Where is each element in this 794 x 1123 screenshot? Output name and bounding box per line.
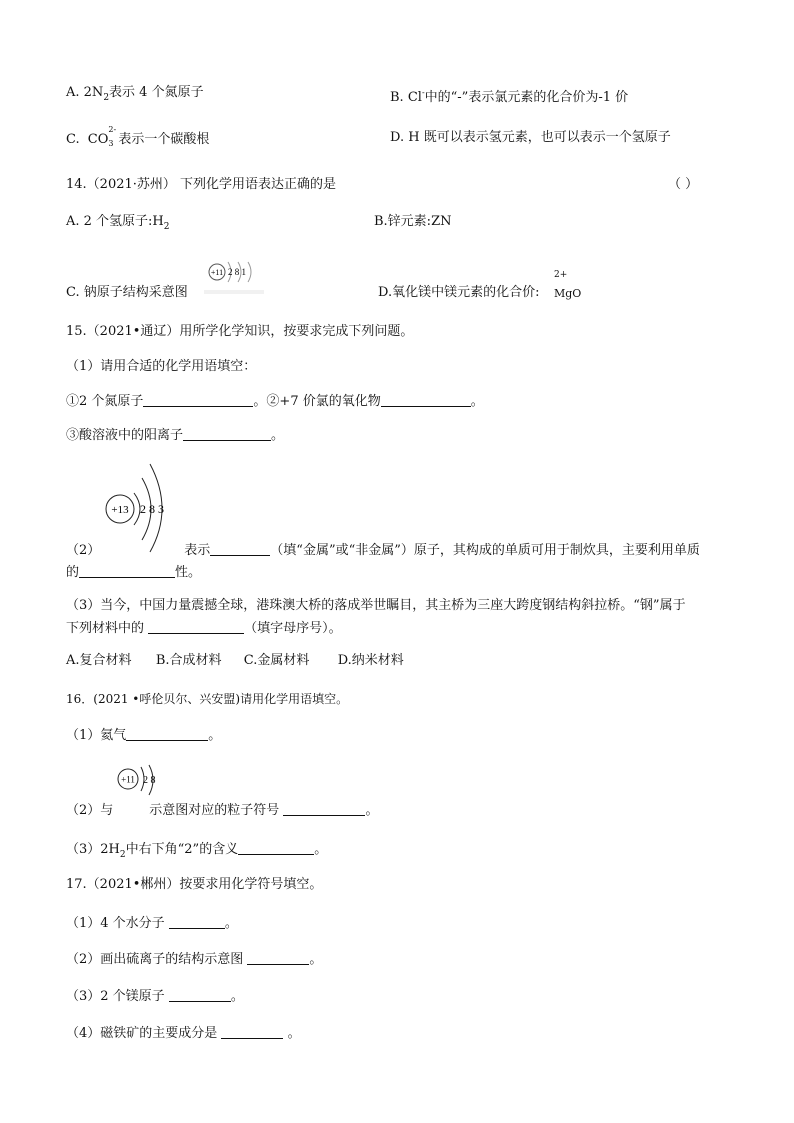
q14-d-charge: 2+ <box>554 270 568 280</box>
period: 。 <box>287 1026 301 1041</box>
q13-c-sub: 3 <box>108 139 114 148</box>
q15-part2-post: 性。 <box>175 565 202 580</box>
q13-c-post: 表示一个碳酸根 <box>118 132 210 147</box>
sodium-ion-diagram <box>116 764 166 804</box>
atom-15-shells: 2 8 3 <box>140 502 164 516</box>
q16-part3-sub: 2 <box>119 850 126 860</box>
q16-part2 <box>66 801 378 820</box>
q13-b-pre: B. Cl <box>390 90 422 105</box>
q14-d-formula: MgO <box>554 287 582 300</box>
answer-blank-16-2[interactable] <box>283 801 365 816</box>
q17-part1 <box>66 914 238 933</box>
q15-part2-line2 <box>66 563 201 582</box>
q15-part2-num: （2） <box>66 543 101 558</box>
q15-item-b: ②+7 价氯的氧化物 <box>266 394 381 409</box>
answer-blank-2b[interactable] <box>79 563 175 578</box>
q15-part1-items <box>66 392 484 411</box>
q13-c-pre: C. <box>66 132 80 147</box>
q15-options <box>66 652 404 670</box>
q14-option-d: D.氧化镁中镁元素的化合价: <box>378 285 540 300</box>
atom-16-nucleus: +11 <box>121 774 135 785</box>
q17-part2 <box>66 950 322 969</box>
period: 。 <box>365 803 379 818</box>
period: 。 <box>253 394 267 409</box>
q17-part3 <box>66 987 244 1006</box>
q13-a-post: 表示 4 个氮原子 <box>109 85 204 100</box>
q16-part2-post: 示意图对应的粒子符号 <box>149 803 280 818</box>
q15-part1-item-c <box>66 426 284 445</box>
answer-blank-1b[interactable] <box>381 392 471 407</box>
q13-option-d: D. H 既可以表示氢元素，也可以表示一个氢原子 <box>390 130 671 145</box>
q13-c-sup: 2- <box>108 125 117 134</box>
q15-option-c: C.金属材料 <box>243 653 310 668</box>
q17-part4-text: （4）磁铁矿的主要成分是 <box>66 1026 218 1041</box>
q16-stem: 16．(2021 •呼伦贝尔、兴安盟)请用化学用语填空。 <box>66 692 349 706</box>
q13-option-b <box>390 84 628 107</box>
q17-part3-text: （3）2 个镁原子 <box>66 989 165 1004</box>
q15-stem: 15.（2021•通辽）用所学化学知识，按要求完成下列问题。 <box>66 324 414 339</box>
q15-item-c: ③酸溶液中的阳离子 <box>66 428 184 443</box>
q14-option-a <box>66 213 170 236</box>
q15-part3-post: （填字母序号）。 <box>244 621 342 636</box>
q15-part2-text2: （填“金属”或“非金属”）原子，其构成的单质可用于制炊具，主要利用单质 <box>270 543 700 558</box>
q17-stem: 17.（2021•郴州）按要求用化学符号填空。 <box>66 877 323 892</box>
q15-option-a: A.复合材料 <box>66 653 132 668</box>
q15-option-b: B.合成材料 <box>155 653 222 668</box>
q16-part1-text: （1）氦气 <box>66 728 127 743</box>
q14-option-c: C. 钠原子结构采意图 <box>66 285 188 300</box>
period: 。 <box>271 428 285 443</box>
period: 。 <box>314 842 328 857</box>
answer-blank-1a[interactable] <box>143 392 253 407</box>
q14-stem: 14.（2021·苏州） 下列化学用语表达正确的是 <box>66 177 337 192</box>
q14-answer-paren: （ ） <box>668 177 699 192</box>
period: 。 <box>208 728 222 743</box>
answer-blank-2a[interactable] <box>210 541 270 556</box>
q13-b-post: 中的“-”表示氯元素的化合价为-1 价 <box>424 90 629 105</box>
answer-blank-17-3[interactable] <box>169 987 231 1002</box>
q17-part1-text: （1）4 个水分子 <box>66 916 165 931</box>
q15-part3-line2 <box>66 619 342 638</box>
q15-part2-text: 表示 <box>184 543 211 558</box>
q16-part2-pre: （2）与 <box>66 803 114 818</box>
q13-option-a <box>66 84 204 107</box>
q13-a-sub: 2 <box>103 93 110 103</box>
answer-blank-17-2[interactable] <box>247 950 309 965</box>
answer-blank-17-1[interactable] <box>169 914 225 929</box>
period: 。 <box>470 394 484 409</box>
q15-item-a: ①2 个氮原子 <box>66 394 144 409</box>
q15-part2-line1 <box>66 541 700 560</box>
q16-part3-pre: （3）2H <box>66 842 120 857</box>
q16-part1 <box>66 726 221 745</box>
answer-blank-16-3[interactable] <box>238 840 314 855</box>
q15-part1: （1）请用合适的化学用语填空： <box>66 359 257 374</box>
atom-c-shells: 2 8 1 <box>228 267 246 277</box>
q15-part3-pre: 下列材料中的 <box>66 621 149 636</box>
period: 。 <box>224 916 238 931</box>
atom-15-nucleus: +13 <box>111 504 129 516</box>
q17-part2-text: （2）画出硫离子的结构示意图 <box>66 952 244 967</box>
q13-c-formula: CO <box>87 132 109 147</box>
q17-part4 <box>66 1024 301 1043</box>
answer-blank-1c[interactable] <box>183 426 271 441</box>
q13-b-sup: - <box>421 88 425 97</box>
q13-option-c <box>66 125 210 149</box>
q16-part3 <box>66 840 327 864</box>
period: 。 <box>309 952 323 967</box>
q14-a-pre: A. 2 个氢原子:H <box>66 214 164 229</box>
q14-option-b: B.锌元素:ZN <box>374 214 452 229</box>
q14-a-sub: 2 <box>163 222 170 232</box>
q15-option-d: D.纳米材料 <box>337 653 404 668</box>
answer-blank-17-4[interactable] <box>221 1024 283 1039</box>
answer-blank-3[interactable] <box>148 619 244 634</box>
atom-16-shells: 2 8 <box>143 775 156 786</box>
q13-a-pre: A. 2N <box>66 85 104 100</box>
answer-blank-16-1[interactable] <box>126 726 208 741</box>
q15-part3-line1: （3）当今，中国力量震撼全球，港珠澳大桥的落成举世瞩目，其主桥为三座大跨度钢结构斜拉桥。“钢”属于 <box>66 598 686 613</box>
q16-part3-post: 中右下角“2”的含义 <box>125 842 239 857</box>
period: 。 <box>230 989 244 1004</box>
aluminum-atom-diagram <box>102 458 182 554</box>
q15-part2-pre: 的 <box>66 565 80 580</box>
sodium-atom-diagram <box>204 260 264 296</box>
atom-c-nucleus: +11 <box>210 268 224 277</box>
